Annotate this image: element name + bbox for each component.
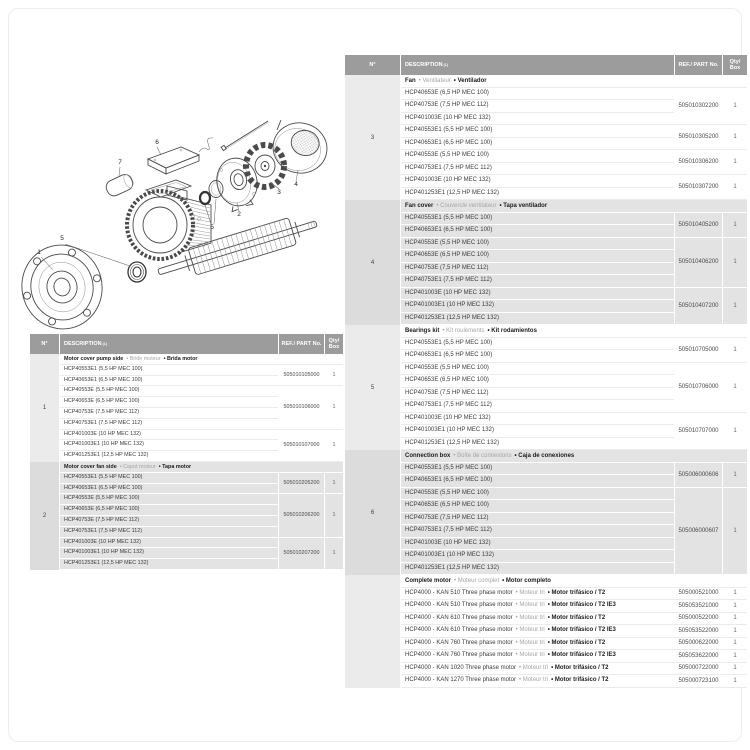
col-description-header: DESCRIPTION (1) (60, 334, 279, 354)
part-desc-main: HCP4000 - KAN 510 Three phase motor (405, 589, 513, 596)
part-row: HCP40553E1 (5,5 HP MEC 100) (401, 213, 674, 226)
part-qty: 1 (722, 625, 747, 637)
part-qty: 1 (324, 473, 343, 494)
part-ref: 505053521000 (674, 600, 722, 612)
part-ref: 505010706000 (674, 363, 722, 412)
section-title-fr: • Ventilateur (418, 77, 451, 84)
part-qty: 1 (324, 365, 343, 386)
part-ref: 505010107000 (278, 430, 324, 461)
part-group (401, 600, 747, 613)
part-qty: 1 (722, 588, 747, 600)
part-group (60, 494, 343, 537)
part-row: HCP401003E1 (10 HP MEC 132) (401, 425, 674, 438)
parts-table-right (345, 55, 747, 688)
part-ref: 505010206200 (278, 494, 324, 536)
part-row: HCP401253E1 (12,5 HP MEC 132) (401, 563, 674, 575)
callout-number-5: 5 (60, 235, 64, 242)
part-desc-fr: • Moteur tri (518, 664, 549, 671)
part-row: HCP401003E1 (10 HP MEC 132) (401, 550, 674, 563)
part-ref: 505000723100 (674, 675, 722, 687)
part-qty: 1 (722, 675, 747, 687)
callout-leader-line (119, 167, 120, 176)
part-row: HCP40753E1 (7,5 HP MEC 112) (401, 400, 674, 412)
section-title-es: • Motor completo (502, 577, 551, 584)
section-title-en: Bearings kit (405, 327, 440, 334)
part-ref: 505010306200 (674, 150, 722, 174)
table-header (30, 334, 343, 354)
part-row: HCP401003E (10 HP MEC 132) (401, 113, 674, 125)
section-title-es: • Ventilador (453, 77, 487, 84)
table-header (345, 55, 747, 75)
section-title-fr: • Boîte de connexions (453, 452, 512, 459)
part-group (60, 538, 343, 570)
part-desc-es: • Motor trifásico / T2 IE3 (547, 627, 616, 633)
part-ref: 505010705000 (674, 338, 722, 362)
part-qty: 1 (722, 338, 747, 362)
part-desc-main: HCP4000 - KAN 510 Three phase motor (405, 602, 513, 608)
part-desc-main: HCP4000 - KAN 1270 Three phase motor (405, 677, 516, 683)
part-desc-fr: • Moteur tri (515, 614, 545, 621)
part-row: HCP40653E1 (6,5 HP MEC 100) (401, 475, 674, 487)
part-qty: 1 (722, 238, 747, 287)
parts-section (345, 575, 747, 688)
col-num-header: N° (30, 334, 60, 354)
part-ref: 505010105000 (278, 365, 324, 386)
section-title (60, 354, 343, 365)
part-row: HCP40553E (5,5 HP MEC 100) (401, 238, 674, 251)
section-title-es: • Kit rodamientos (487, 327, 537, 334)
part-qty: 1 (722, 363, 747, 412)
section-number: 2 (30, 462, 60, 570)
section-title-en: Fan (405, 77, 416, 84)
part-group (60, 473, 343, 495)
parts-section (345, 75, 747, 200)
section-number: 4 (345, 200, 401, 325)
section-title-es: • Tapa ventilador (499, 202, 548, 209)
part-ref: 505053522000 (674, 625, 722, 637)
section-title (401, 450, 747, 463)
part-row (401, 613, 674, 625)
part-desc-es: • Motor trifásico / T2 (551, 677, 609, 683)
part-desc-fr: • Moteur tri (515, 652, 545, 658)
part-row: HCP40553E (5,5 HP MEC 100) (60, 494, 278, 505)
section-title-fr: • Bride moteur (126, 355, 161, 362)
part-row: HCP401003E (10 HP MEC 132) (60, 538, 278, 549)
part-ref: 505000722000 (674, 663, 722, 675)
callout-number-5: 5 (210, 224, 214, 231)
part-desc-main: HCP4000 - KAN 760 Three phase motor (405, 652, 513, 658)
part-qty: 1 (722, 88, 747, 125)
part-desc-fr: • Moteur tri (515, 639, 545, 646)
part-row: HCP401003E1 (10 HP MEC 132) (401, 300, 674, 313)
part-row: HCP401003E (10 HP MEC 132) (60, 430, 278, 441)
section-number: 5 (345, 325, 401, 450)
part-ref: 505010207200 (278, 538, 324, 569)
part-row: HCP40653E (6,5 HP MEC 100) (60, 505, 278, 516)
part-ref: 505000521000 (674, 588, 722, 600)
part-group (60, 365, 343, 387)
part-qty: 1 (324, 430, 343, 461)
section-title-en: Connection box (405, 452, 451, 459)
part-ref: 505010302200 (674, 88, 722, 125)
section-title (401, 200, 747, 213)
motor-cover-pump-side (15, 237, 111, 335)
part-ref: 505010407200 (674, 288, 722, 325)
part-ref: 505010307200 (674, 175, 722, 199)
part-desc-fr: • Moteur tri (515, 589, 545, 596)
part-qty: 1 (722, 663, 747, 675)
part-row: HCP40653E (6,5 HP MEC 100) (60, 397, 278, 408)
part-row (401, 588, 674, 600)
part-row: HCP40753E (7,5 HP MEC 112) (401, 388, 674, 401)
section-title-fr: • Capot moteur (119, 463, 156, 470)
bearing-icon (128, 262, 146, 282)
part-row: HCP40653E (6,5 HP MEC 100) (401, 500, 674, 513)
col-description-header: DESCRIPTION (1) (401, 55, 675, 75)
part-qty: 1 (722, 613, 747, 625)
part-desc-main: HCP4000 - KAN 760 Three phase motor (405, 639, 513, 646)
section-title-en: Motor cover pump side (64, 355, 124, 362)
callout-number-7: 7 (118, 159, 122, 166)
part-row: HCP401003E (10 HP MEC 132) (401, 288, 674, 301)
part-qty: 1 (722, 413, 747, 450)
part-row: HCP40553E1 (5,5 HP MEC 100) (401, 338, 674, 351)
section-title-es: • Tapa motor (158, 463, 192, 470)
part-row: HCP40553E (5,5 HP MEC 100) (60, 386, 278, 397)
part-row: HCP401253E1 (12,5 HP MEC 132) (401, 313, 674, 325)
part-row: HCP40553E1 (5,5 HP MEC 100) (60, 473, 278, 484)
part-qty: 1 (722, 650, 747, 662)
part-row: HCP40653E (6,5 HP MEC 100) (401, 88, 674, 101)
parts-section (345, 200, 747, 325)
part-row: HCP40753E1 (7,5 HP MEC 112) (60, 419, 278, 429)
part-row: HCP40653E1 (6,5 HP MEC 100) (60, 376, 278, 386)
part-row: HCP401003E1 (10 HP MEC 132) (60, 548, 278, 559)
part-qty: 1 (324, 538, 343, 569)
col-qty-header: Qty/ Box (723, 55, 747, 75)
section-number: 3 (345, 75, 401, 200)
callout-leader-line (296, 170, 298, 181)
part-group (401, 238, 747, 288)
section-title-en: Complete motor (405, 577, 452, 584)
part-group (401, 175, 747, 200)
part-row: HCP40653E1 (6,5 HP MEC 100) (401, 138, 674, 150)
part-row: HCP40553E1 (5,5 HP MEC 100) (60, 365, 278, 376)
part-desc-fr: • Moteur tri (518, 677, 549, 683)
section-number: 1 (30, 354, 60, 462)
parts-section (30, 462, 343, 570)
part-group (401, 288, 747, 326)
section-title (401, 325, 747, 338)
part-row: HCP401253E1 (12,5 HP MEC 132) (401, 438, 674, 450)
part-ref: 505000622000 (674, 638, 722, 650)
part-row (401, 675, 674, 687)
part-group (401, 150, 747, 175)
part-ref: 505010405200 (674, 213, 722, 237)
part-group (401, 638, 747, 651)
part-row: HCP40553E1 (5,5 HP MEC 100) (401, 125, 674, 138)
part-row (401, 638, 674, 650)
part-ref: 505006000606 (674, 463, 722, 487)
part-qty: 1 (722, 150, 747, 174)
part-row: HCP40653E1 (6,5 HP MEC 100) (401, 225, 674, 237)
section-title (60, 462, 343, 473)
part-row: HCP40753E (7,5 HP MEC 112) (401, 513, 674, 526)
part-row: HCP40553E (5,5 HP MEC 100) (401, 150, 674, 163)
part-qty: 1 (722, 175, 747, 199)
part-ref: 505000522000 (674, 613, 722, 625)
parts-section (345, 450, 747, 575)
callout-number-4: 4 (294, 181, 298, 188)
part-qty: 1 (722, 600, 747, 612)
parts-section (345, 325, 747, 450)
part-ref: 505010305200 (674, 125, 722, 149)
part-row: HCP401003E1 (10 HP MEC 132) (60, 440, 278, 451)
col-ref-header: REF./ PART No. (279, 334, 325, 354)
callout-number-1: 1 (37, 249, 41, 256)
part-qty: 1 (722, 488, 747, 575)
section-title-es: • Brida motor (163, 355, 198, 362)
part-qty: 1 (722, 463, 747, 487)
part-qty: 1 (324, 386, 343, 428)
part-qty: 1 (324, 494, 343, 536)
part-group (401, 363, 747, 413)
part-group (401, 488, 747, 576)
part-group (60, 430, 343, 462)
part-ref: 505053622000 (674, 650, 722, 662)
part-desc-fr: • Moteur tri (515, 602, 545, 608)
part-row (401, 625, 674, 637)
part-row: HCP40553E (5,5 HP MEC 100) (401, 363, 674, 376)
part-row: HCP40753E1 (7,5 HP MEC 112) (401, 525, 674, 538)
part-row: HCP401003E (10 HP MEC 132) (401, 413, 674, 426)
part-row: HCP401253E1 (12,5 HP MEC 132) (60, 451, 278, 461)
part-desc-main: HCP4000 - KAN 610 Three phase motor (405, 614, 513, 621)
part-group (401, 613, 747, 626)
part-desc-fr: • Moteur tri (515, 627, 545, 633)
callout-number-6: 6 (155, 139, 159, 146)
section-title-fr: • Moteur complet (454, 577, 500, 584)
col-ref-header: REF./ PART No. (675, 55, 723, 75)
part-row: HCP401253E1 (12,5 HP MEC 132) (401, 188, 674, 200)
part-desc-es: • Motor trifásico / T2 (547, 639, 606, 646)
part-row: HCP40753E1 (7,5 HP MEC 112) (401, 163, 674, 175)
callout-leader-line (41, 257, 53, 270)
part-row (401, 663, 674, 675)
part-desc-es: • Motor trifásico / T2 IE3 (547, 602, 616, 608)
part-qty: 1 (722, 288, 747, 325)
part-row: HCP401003E (10 HP MEC 132) (401, 538, 674, 551)
cable-icon (199, 138, 213, 152)
part-desc-es: • Motor trifásico / T2 (547, 614, 606, 621)
section-number: 6 (345, 450, 401, 575)
part-desc-es: • Motor trifásico / T2 (547, 589, 606, 596)
parts-section (30, 354, 343, 462)
callout-leader-line (157, 147, 161, 155)
section-title-es: • Caja de conexiones (514, 452, 575, 459)
part-row: HCP40653E1 (6,5 HP MEC 100) (401, 350, 674, 362)
part-row: HCP40753E (7,5 HP MEC 112) (401, 263, 674, 276)
part-ref: 505010406200 (674, 238, 722, 287)
part-row: HCP40653E (6,5 HP MEC 100) (401, 250, 674, 263)
part-group (401, 413, 747, 451)
part-row: HCP40753E (7,5 HP MEC 112) (60, 516, 278, 527)
part-group (401, 650, 747, 663)
fan-impeller (246, 145, 284, 187)
part-group (401, 663, 747, 676)
part-row: HCP40753E1 (7,5 HP MEC 112) (60, 527, 278, 537)
part-desc-main: HCP4000 - KAN 610 Three phase motor (405, 627, 513, 633)
section-title (401, 575, 747, 588)
part-group (401, 88, 747, 126)
part-ref: 505010106000 (278, 386, 324, 428)
part-group (401, 213, 747, 238)
part-ref: 505010707000 (674, 413, 722, 450)
part-group (60, 386, 343, 429)
callout-number-2: 2 (237, 211, 241, 218)
part-group (401, 463, 747, 488)
part-group (401, 125, 747, 150)
section-title-fr: • Kit roulements (442, 327, 485, 334)
part-group (401, 588, 747, 601)
parts-table-left (30, 334, 343, 570)
part-row: HCP40753E1 (7,5 HP MEC 112) (401, 275, 674, 287)
part-qty: 1 (722, 125, 747, 149)
section-title-en: Fan cover (405, 202, 434, 209)
part-group (401, 625, 747, 638)
part-row: HCP401253E1 (12,5 HP MEC 132) (60, 559, 278, 569)
part-row: HCP40653E (6,5 HP MEC 100) (401, 375, 674, 388)
col-qty-header: Qty/ Box (325, 334, 343, 354)
part-qty: 1 (722, 213, 747, 237)
part-ref: 505010205200 (278, 473, 324, 494)
part-desc-main: HCP4000 - KAN 1020 Three phase motor (405, 664, 516, 671)
part-group (401, 338, 747, 363)
section-number (345, 575, 401, 688)
part-qty: 1 (722, 638, 747, 650)
part-ref: 505006000607 (674, 488, 722, 575)
capacitor (104, 172, 135, 198)
part-row (401, 650, 674, 662)
section-title-fr: • Couvercle ventilateur (436, 202, 497, 209)
section-title-en: Motor cover fan side (64, 463, 117, 470)
part-desc-es: • Motor trifásico / T2 (551, 664, 609, 671)
part-row (401, 600, 674, 612)
part-row: HCP40553E1 (5,5 HP MEC 100) (401, 463, 674, 476)
callout-number-3: 3 (277, 189, 281, 196)
part-row: HCP401003E (10 HP MEC 132) (401, 175, 674, 188)
part-desc-es: • Motor trifásico / T2 IE3 (547, 652, 616, 658)
part-row: HCP40753E (7,5 HP MEC 112) (401, 100, 674, 113)
callout-leader-line (214, 199, 216, 224)
exploded-diagram (15, 90, 345, 335)
part-row: HCP40753E (7,5 HP MEC 112) (60, 408, 278, 419)
part-row: HCP40553E (5,5 HP MEC 100) (401, 488, 674, 501)
col-num-header: N° (345, 55, 401, 75)
section-title (401, 75, 747, 88)
part-group (401, 675, 747, 688)
part-row: HCP40653E1 (6,5 HP MEC 100) (60, 484, 278, 494)
